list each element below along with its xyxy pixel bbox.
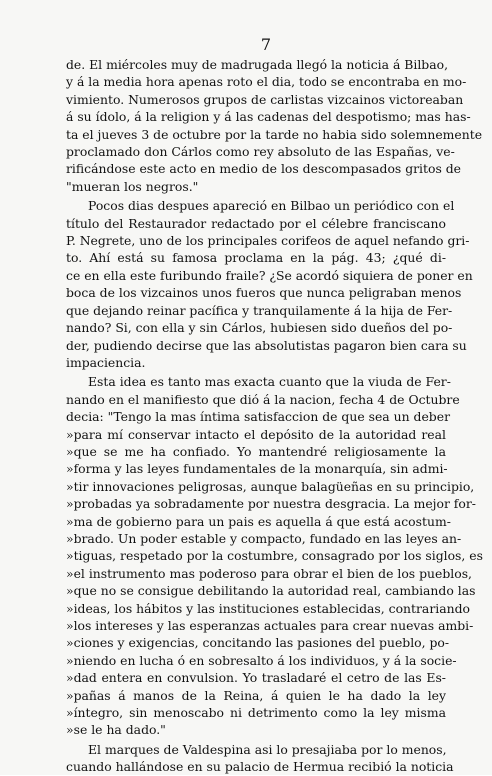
text-line: cuando hallándose en su palacio de Hermua recibió la noticia <box>66 759 454 775</box>
text-line: á su ídolo, á la religion y á las cadenas del despotismo; mas has- <box>66 109 471 125</box>
text-line: »el instrumento mas poderoso para obrar el bien de los pueblos, <box>66 565 472 581</box>
text-line: »pañas á manos de la Reina, á quien le ha dado la ley <box>66 687 446 703</box>
paragraph-1 <box>66 56 483 195</box>
text-line: »brado. Un poder estable y compacto, fundado en las leyes an- <box>66 530 462 546</box>
text-line: rificándose este acto en medio de los descompasados gritos de <box>66 161 462 177</box>
text-line: nando? Si, con ella y sin Cárlos, hubiesen sido dueños del po- <box>66 320 453 336</box>
text-line: ce en ella este furibundo fraile? ¿Se acordó siquiera de poner en <box>66 267 473 283</box>
paragraph-4 <box>66 741 454 776</box>
text-line: impaciencia. <box>66 354 146 370</box>
text-line: Pocos dias despues apareció en Bilbao un periódico con el <box>88 198 455 214</box>
text-line: »dad entera en convulsion. Yo trasladaré el cetro de las Es- <box>66 670 446 686</box>
text-line: boca de los vizcainos unos fueros que nunca peligraban menos <box>66 285 462 301</box>
text-line: »ma de gobierno para un pais es aquella á que está acostum- <box>66 513 451 529</box>
text-line: der, pudiendo decirse que las absolutistas pagaron bien cara su <box>66 337 467 353</box>
text-line: que dejando reinar pacífica y tranquilamente á la hija de Fer- <box>66 302 453 318</box>
text-line: »se le ha dado." <box>66 722 166 738</box>
text-line: P. Negrete, uno de los principales corifeos de aquel nefando gri- <box>66 233 470 249</box>
text-line: »tir innovaciones peligrosas, aunque balagüeñas en su principio, <box>66 478 475 494</box>
text-line: El marques de Valdespina asi lo presajiaba por lo menos, <box>88 741 447 757</box>
text-line: nando en el manifiesto que dió á la nacion, fecha 4 de Octubre <box>66 391 460 407</box>
page-number: 7 <box>260 35 272 54</box>
paragraph-2 <box>66 197 473 371</box>
text-line: »ideas, los hábitos y las instituciones establecidas, contrariando <box>66 600 470 616</box>
text-line: »para mí conservar intacto el depósito de la autoridad real <box>66 426 446 442</box>
text-line: título del Restaurador redactado por el célebre franciscano <box>66 215 446 231</box>
text-line: Esta idea es tanto mas exacta cuanto que la viuda de Fer- <box>88 374 451 390</box>
text-line: y á la media hora apenas roto el dia, todo se encontraba en mo- <box>66 74 467 90</box>
text-line: »íntegro, sin menoscabo ni detrimento como la ley misma <box>66 705 446 721</box>
text-line: vimiento. Numerosos grupos de carlistas vizcainos victoreaban <box>66 91 464 107</box>
text-line: »probadas ya sobradamente por nuestra desgracia. La mejor for- <box>66 496 476 512</box>
text-line: »que no se consigue debilitando la autoridad real, cambiando las <box>66 583 476 599</box>
text-line: decia: "Tengo la mas íntima satisfaccion de que sea un deber <box>66 409 450 425</box>
text-line: »ciones y exigencias, concitando las pasiones del pueblo, po- <box>66 635 450 651</box>
text-line: »forma y las leyes fundamentales de la monarquía, sin admi- <box>66 461 448 477</box>
text-line: »que se me ha confiado. Yo mantendré religiosamente la <box>66 443 446 459</box>
text-line: ta el jueves 3 de octubre por la tarde no habia sido solemnemente <box>66 126 483 142</box>
text-line: de. El miércoles muy de madrugada llegó la noticia á Bilbao, <box>66 57 449 72</box>
text-line: to. Ahí está su famosa proclama en la pág. 43; ¿qué di- <box>66 250 446 266</box>
paragraph-3 <box>66 373 483 739</box>
text-line: »tiguas, respetado por la costumbre, consagrado por los siglos, es <box>66 548 483 564</box>
text-line: proclamado don Cárlos como rey absoluto de las Españas, ve- <box>66 144 455 160</box>
text-line: »los intereses y las esperanzas actuales para crear nuevas ambi- <box>66 618 474 633</box>
text-line: "mueran los negros." <box>66 178 199 194</box>
text-line: »niendo en lucha ó en sobresalto á los individuos, y á la socie- <box>66 652 457 668</box>
